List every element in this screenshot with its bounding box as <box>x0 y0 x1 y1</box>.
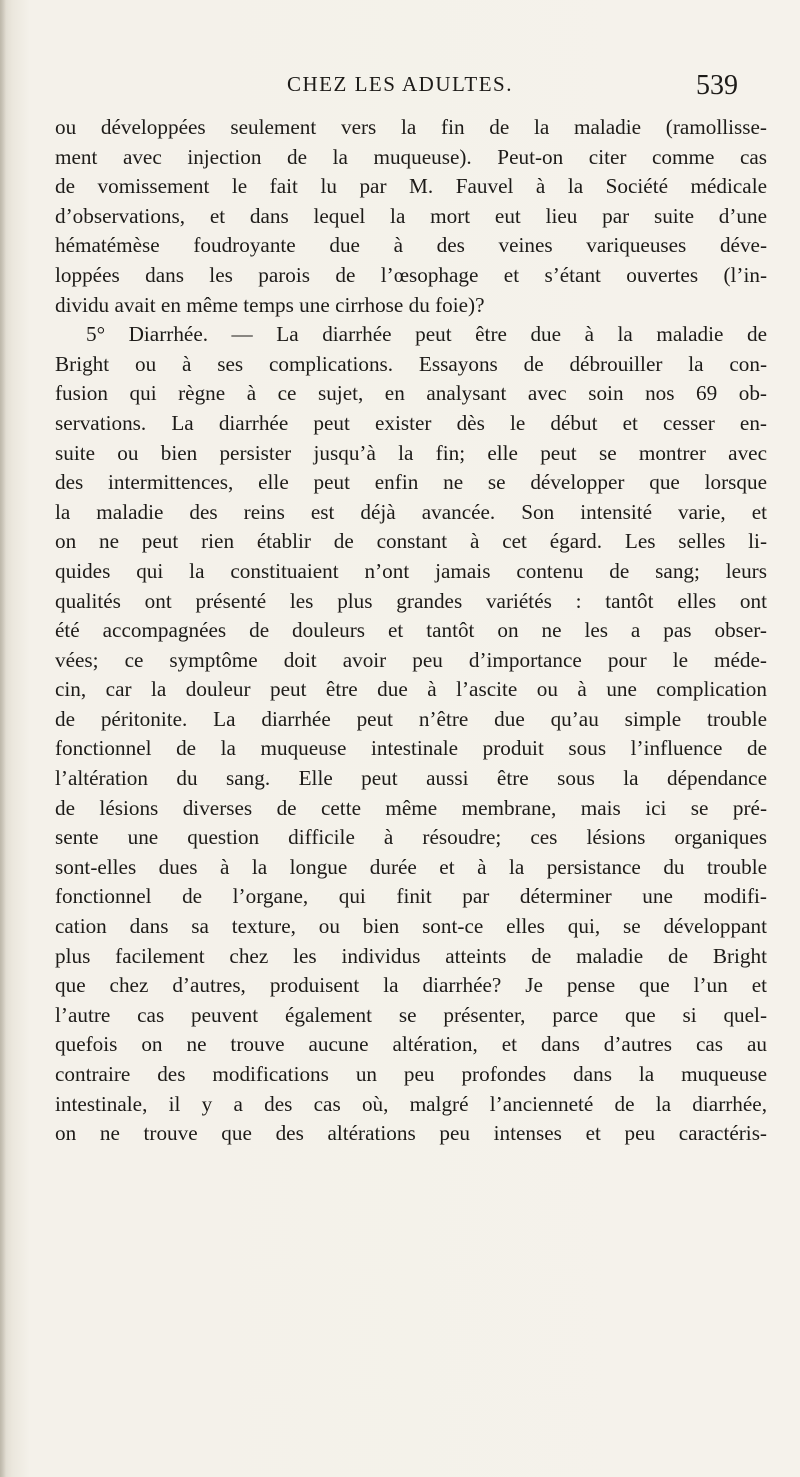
text-line: été accompagnées de douleurs et tantôt on ne les a pas obser- <box>55 618 767 643</box>
text-line: ment avec injection de la muqueuse). Peut-on citer comme cas <box>55 144 767 169</box>
text-line: Bright ou à ses complications. Essayons de débrouiller la con- <box>55 351 767 376</box>
text-line: plus facilement chez les individus atteints de maladie de Bright <box>55 943 767 968</box>
text-line: de lésions diverses de cette même membrane, mais ici se pré- <box>55 795 767 820</box>
text-line: l’altération du sang. Elle peut aussi être sous la dépendance <box>55 766 767 791</box>
text-line: que chez d’autres, produisent la diarrhée? Je pense que l’un et <box>55 973 767 998</box>
text-line: sont-elles dues à la longue durée et à la persistance du trouble <box>55 854 767 879</box>
text-line: sente une question difficile à résoudre; ces lésions organiques <box>55 825 767 850</box>
text-line: on ne peut rien établir de constant à cet égard. Les selles li- <box>55 529 767 554</box>
text-line: la maladie des reins est déjà avancée. Son intensité varie, et <box>55 499 767 524</box>
text-line: servations. La diarrhée peut exister dès le début et cesser en- <box>55 410 767 435</box>
text-line: loppées dans les parois de l’œsophage et s’étant ouvertes (l’in- <box>55 262 767 287</box>
running-head: CHEZ LES ADULTES. <box>287 72 513 96</box>
body-text <box>55 113 767 1149</box>
text-line: ou développées seulement vers la fin de la maladie (ramollisse- <box>55 115 767 139</box>
text-line: quefois on ne trouve aucune altération, et dans d’autres cas au <box>55 1032 767 1057</box>
text-line: dividu avait en même temps une cirrhose du foie)? <box>55 292 485 317</box>
text-line: suite ou bien persister jusqu’à la fin; elle peut se montrer avec <box>55 440 767 465</box>
text-line: intestinale, il y a des cas où, malgré l’ancienneté de la diarrhée, <box>55 1091 767 1116</box>
text-line: on ne trouve que des altérations peu intenses et peu caractéris- <box>55 1121 767 1146</box>
binding-shadow <box>0 0 6 1477</box>
text-line: d’observations, et dans lequel la mort eut lieu par suite d’une <box>55 203 767 228</box>
text-line: l’autre cas peuvent également se présenter, parce que si quel- <box>55 1002 767 1027</box>
text-line: de vomissement le fait lu par M. Fauvel à la Société médicale <box>55 174 767 199</box>
text-line: de péritonite. La diarrhée peut n’être due qu’au simple trouble <box>55 706 767 731</box>
text-line: fusion qui règne à ce sujet, en analysant avec soin nos 69 ob- <box>55 381 767 406</box>
text-line: contraire des modifications un peu profondes dans la muqueuse <box>55 1062 767 1086</box>
text-line: 5° Diarrhée. — La diarrhée peut être due à la maladie de <box>86 322 767 347</box>
text-line: cation dans sa texture, ou bien sont-ce elles qui, se développant <box>55 914 767 939</box>
text-line: cin, car la douleur peut être due à l’ascite ou à une complication <box>55 677 767 702</box>
text-line: hématémèse foudroyante due à des veines variqueuses déve- <box>55 233 767 258</box>
page-number: 539 <box>696 70 738 101</box>
text-line: qualités ont présenté les plus grandes variétés : tantôt elles ont <box>55 588 767 613</box>
text-line: fonctionnel de la muqueuse intestinale produit sous l’influence de <box>55 736 767 761</box>
text-line: vées; ce symptôme doit avoir peu d’importance pour le méde- <box>55 647 767 672</box>
text-line: des intermittences, elle peut enfin ne se développer que lorsque <box>55 470 767 495</box>
text-line: fonctionnel de l’organe, qui finit par déterminer une modifi- <box>55 884 767 909</box>
page-header <box>30 70 770 110</box>
text-line: quides qui la constituaient n’ont jamais contenu de sang; leurs <box>55 558 767 583</box>
